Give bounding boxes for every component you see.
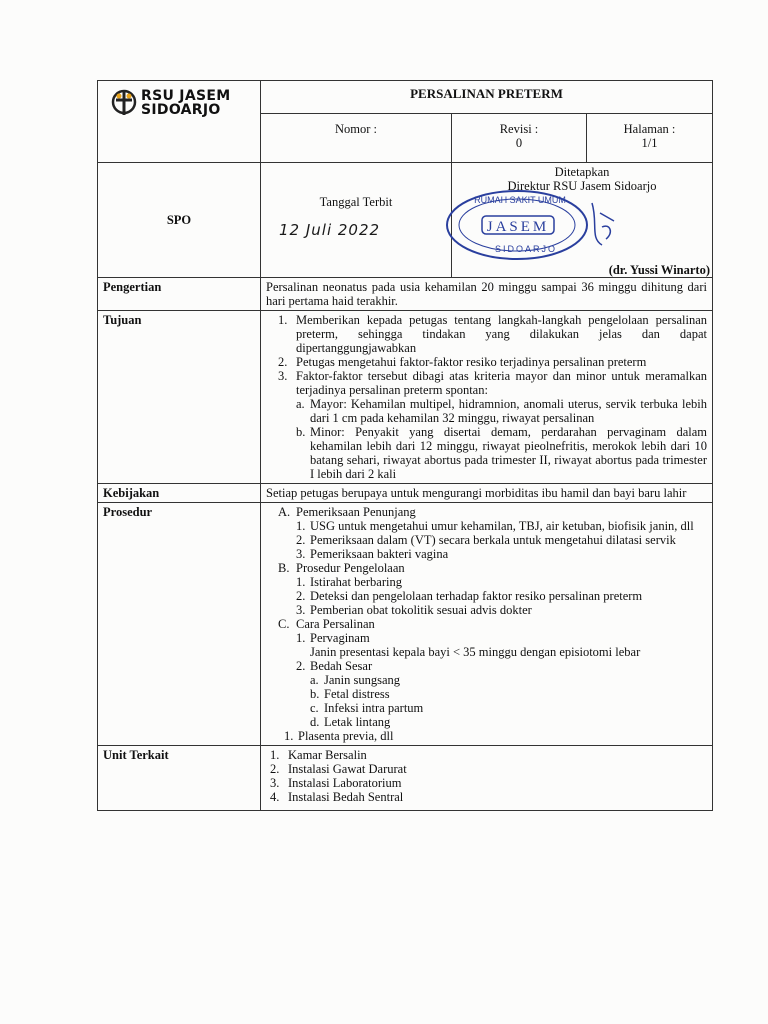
list-item: d. Letak lintang [310,715,391,729]
list-item: 2. Instalasi Gawat Darurat [270,762,407,776]
list-item: 2. Petugas mengetahui faktor-faktor resiko terjadinya persalinan preterm [278,355,647,369]
spo-table [97,80,713,811]
revisi-value: 0 [515,136,523,150]
signature-icon [592,203,614,245]
prosedur-content [261,503,713,746]
revisi-cell [452,114,587,163]
list-item: b. Minor: Penyakit yang disertai demam, perdarahan pervaginam dalam kehamilan lebih dari 12 minggu, riwayat pieolnefritis, merokok lebih dari 10 batang sehari, riwayat abortus pada trimester II, riwayat abortus pada trimester I lebih dari 2 kali [296,425,707,481]
list-item: 3. Faktor-faktor tersebut dibagi atas kriteria mayor dan minor untuk meramalkan terjadinya persalinan preterm spontan: [278,369,707,397]
pengertian-text: Persalinan neonatus pada usia kehamilan 20 minggu sampai 36 minggu dihitung dari hari pertama haid terakhir. [261,278,713,311]
tanggal-terbit-label: Tanggal Terbit [319,195,393,209]
hospital-stamp-icon [442,183,632,273]
prosedur-label: Prosedur [98,503,261,746]
list-item: 1. Plasenta previa, dll [284,729,394,743]
list-item: 1. Pervaginam [296,631,370,645]
unit-terkait-content [261,746,713,811]
tanggal-terbit-cell [261,163,452,278]
unit-terkait-label: Unit Terkait [98,746,261,811]
ditetapkan-label: Ditetapkan [554,165,610,179]
logo-line-2: SIDOARJO [141,102,221,118]
halaman-label: Halaman : [623,122,676,136]
tanggal-terbit-value: 12 Juli 2022 [279,221,381,239]
hospital-emblem-icon [111,89,137,117]
list-item: 3. Pemeriksaan bakteri vagina [296,547,449,561]
list-item: c. Infeksi intra partum [310,701,424,715]
spo-cell: SPO [98,163,261,278]
ditetapkan-cell [452,163,713,278]
revisi-label: Revisi : [499,122,539,136]
kebijakan-label: Kebijakan [98,484,261,503]
nomor-cell [261,114,452,163]
list-item: 3. Pemberian obat tokolitik sesuai advis dokter [296,603,532,617]
pengertian-label: Pengertian [98,278,261,311]
logo-line-1: RSU JASEM [141,88,231,104]
stamp-center-text: JASEM [486,219,550,235]
tujuan-content [261,311,713,484]
list-item: a. Mayor: Kehamilan multipel, hidramnion, anomali uterus, servik terbuka lebih dari 1 cm pada kehamilan 32 minggu, riwayat persalinan [296,397,707,425]
halaman-cell [587,114,713,163]
logo-cell [98,81,261,163]
section-heading: C. Cara Persalinan [278,617,375,631]
list-item: a. Janin sungsang [310,673,401,687]
list-item: 1. Istirahat berbaring [296,575,402,589]
pervaginam-text: Janin presentasi kepala bayi < 35 minggu dengan episiotomi lebar [310,645,641,659]
list-item: 4. Instalasi Bedah Sentral [270,790,404,804]
document-title: PERSALINAN PRETERM [261,81,713,114]
hospital-logo [103,83,255,117]
nomor-label: Nomor : [334,122,377,136]
stamp-bottom-text: SIDOARJO [494,244,558,254]
direktur-name: (dr. Yussi Winarto) [608,263,710,277]
list-item: b. Fetal distress [310,687,390,701]
kebijakan-text: Setiap petugas berupaya untuk mengurangi morbiditas ibu hamil dan bayi baru lahir [261,484,713,503]
list-item: 3. Instalasi Laboratorium [270,776,402,790]
stamp-top-text: RUMAH SAKIT UMUM [474,195,566,205]
list-item: 2. Bedah Sesar [296,659,373,673]
list-item: 2. Deteksi dan pengelolaan terhadap faktor resiko persalinan preterm [296,589,643,603]
section-heading: B. Prosedur Pengelolaan [278,561,405,575]
list-item: 1. Memberikan kepada petugas tentang langkah-langkah pengelolaan persalinan preterm, sehingga tindakan yang dilakukan jelas dan dapat dipertanggungjawabkan [278,313,707,355]
halaman-value: 1/1 [641,136,658,150]
list-item: 1. USG untuk mengetahui umur kehamilan, TBJ, air ketuban, biofisik janin, dll [296,519,694,533]
tujuan-label: Tujuan [98,311,261,484]
list-item: 1. Kamar Bersalin [270,748,367,762]
list-item: 2. Pemeriksaan dalam (VT) secara berkala untuk mengetahui dilatasi servik [296,533,676,547]
section-heading: A. Pemeriksaan Penunjang [278,505,416,519]
direktur-label: Direktur RSU Jasem Sidoarjo [507,179,657,193]
